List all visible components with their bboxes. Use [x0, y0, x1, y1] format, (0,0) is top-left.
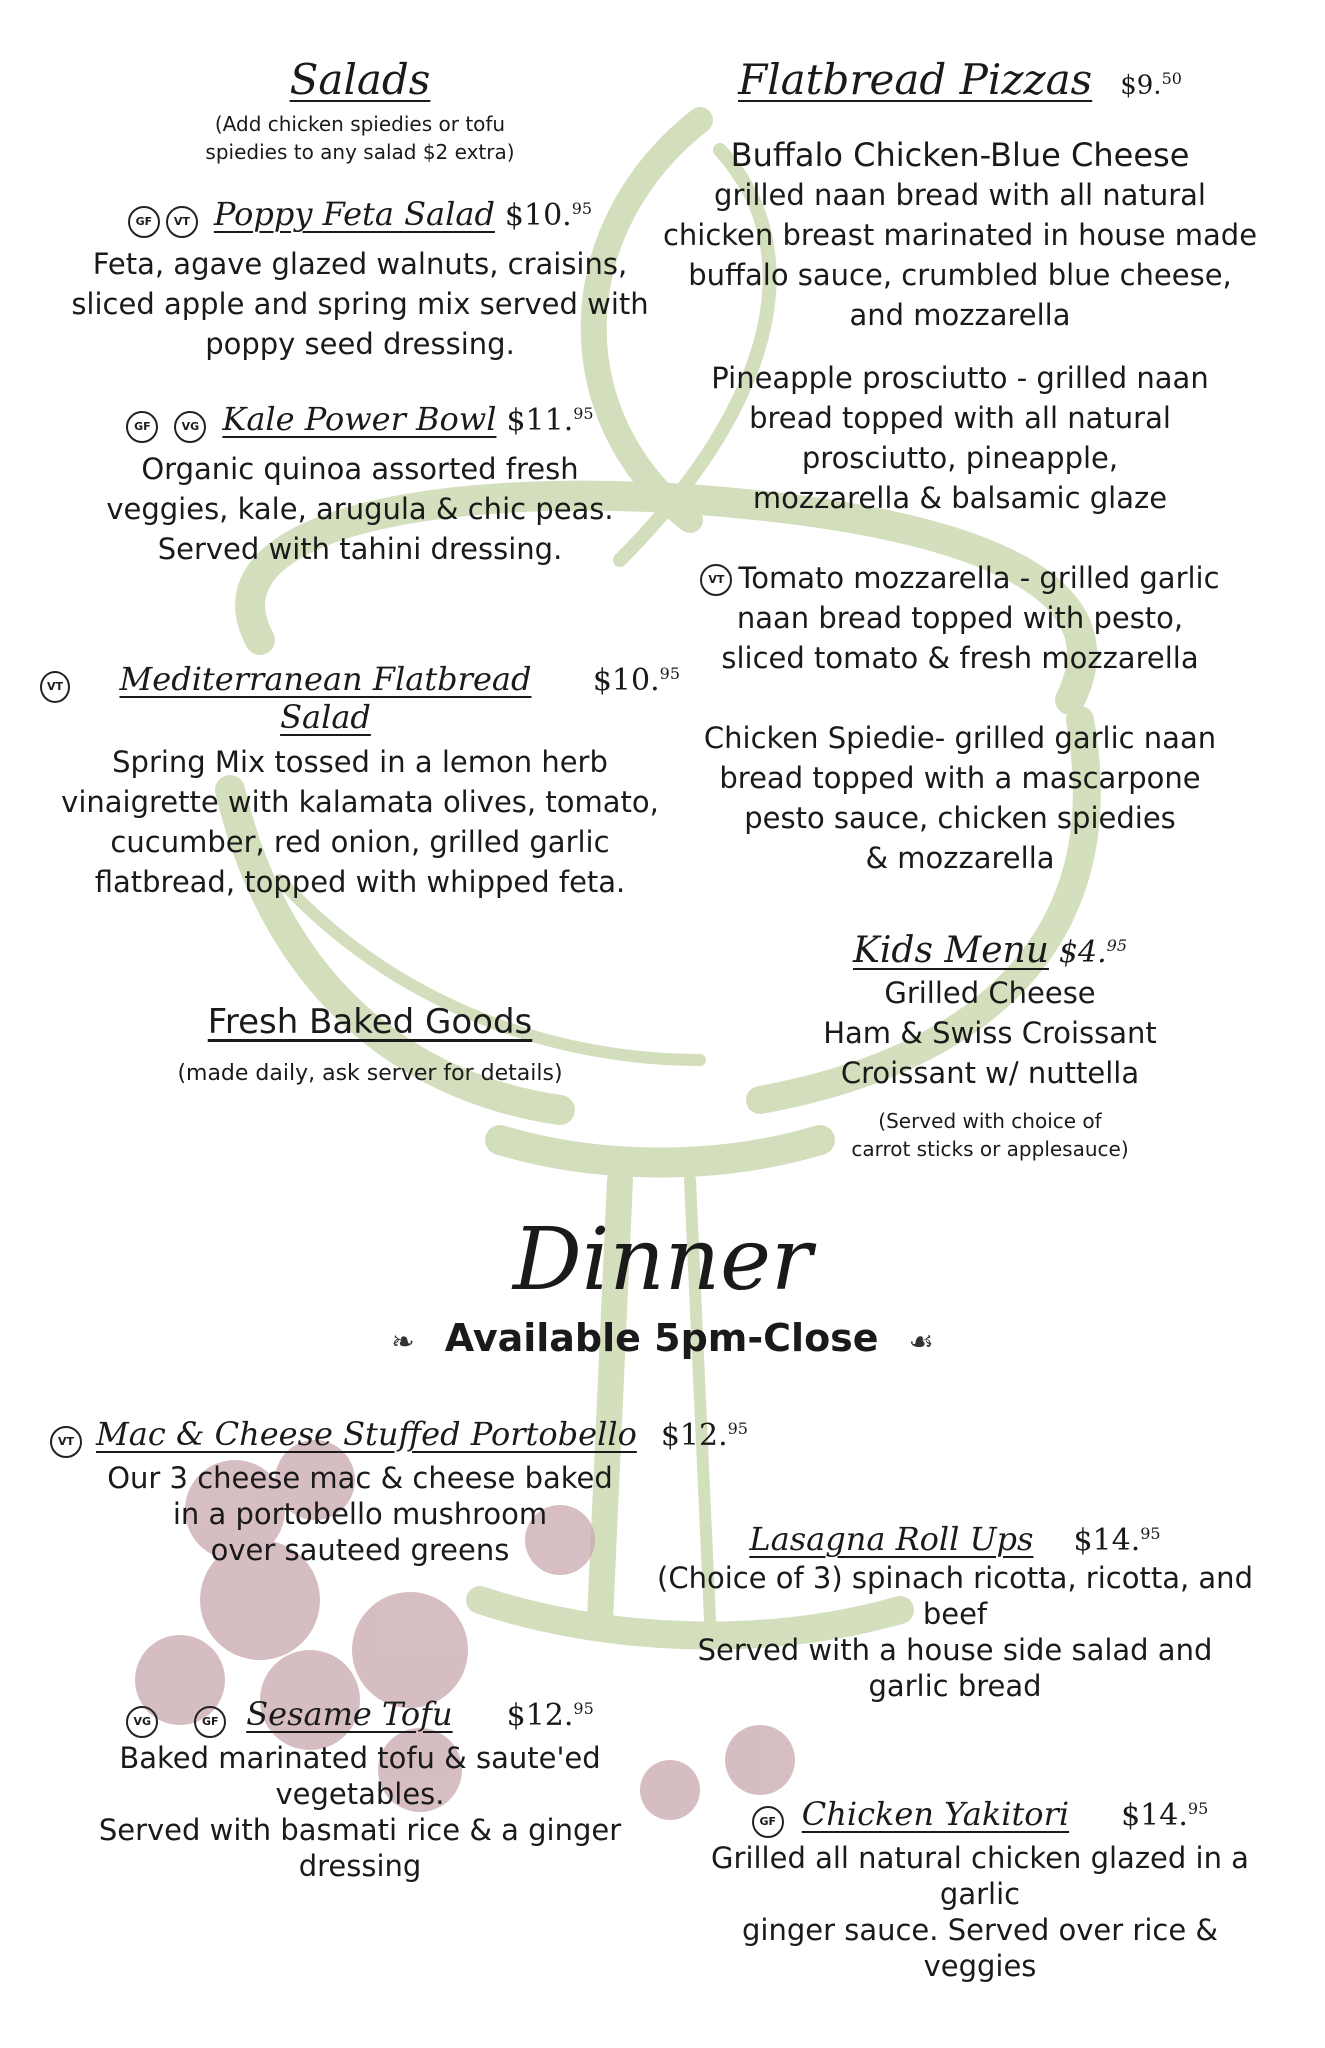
flatbread-section [660, 55, 1260, 104]
dinner-subheading: Available 5pm-Close [444, 1316, 879, 1360]
kids-menu-section [760, 930, 1220, 1163]
salads-note-line1: (Add chicken spiedies or tofu [214, 112, 506, 136]
item-description: Grilled all natural chicken glazed in a garlic ginger sauce. Served over rice & veggies [711, 1841, 1249, 1983]
vegetarian-badge-icon: VT [166, 206, 198, 238]
right-flourish-icon: ☙ [908, 1325, 934, 1358]
item-description: Baked marinated tofu & saute'ed vegetables. Served with basmati rice & a ginger dressing [98, 1741, 622, 1883]
item-name: Chicken Yakitori [801, 1795, 1070, 1833]
baked-goods-section [150, 1002, 590, 1088]
gluten-free-badge-icon: GF [194, 1706, 226, 1738]
gluten-free-badge-icon: GF [126, 411, 158, 443]
item-price: $14.95 [1073, 1523, 1161, 1558]
item-price: $12.95 [506, 1698, 594, 1733]
item-price: $10.95 [592, 663, 680, 698]
dinner-item-chicken-yakitori [690, 1795, 1270, 1984]
dinner-heading: Dinner [512, 1210, 813, 1310]
item-name: Mediterranean Flatbread Salad [119, 660, 532, 736]
salads-section [80, 55, 640, 166]
item-name: Buffalo Chicken-Blue Cheese [730, 136, 1190, 174]
vegetarian-badge-icon: VT [40, 671, 70, 703]
item-description: Our 3 cheese mac & cheese baked in a portobello mushroom over sauteed greens [107, 1461, 613, 1567]
menu-item-kale-power-bowl [60, 400, 660, 569]
baked-heading: Fresh Baked Goods [207, 1002, 533, 1042]
flatbread-item-buffalo: Buffalo Chicken-Blue Cheese grilled naan bread with all natural chicken breast marinated in house made buffalo sauce, crumbled blue cheese, and mozzarella [660, 135, 1260, 335]
salads-heading: Salads [289, 55, 431, 104]
dinner-item-lasagna-roll-ups [640, 1520, 1270, 1704]
kids-items: Grilled Cheese Ham & Swiss Croissant Croissant w/ nuttella [823, 976, 1157, 1090]
item-description: Spring Mix tossed in a lemon herb vinaigrette with kalamata olives, tomato, cucumber, red onion, grilled garlic flatbread, topped with whipped feta. [61, 745, 659, 899]
item-description: Organic quinoa assorted fresh veggies, kale, arugula & chic peas. Served with tahini dressing. [106, 452, 614, 566]
item-description: Feta, agave glazed walnuts, craisins, sliced apple and spring mix served with poppy seed dressing. [71, 247, 649, 361]
kids-note-line1: (Served with choice of [878, 1109, 1102, 1133]
menu-item-mediterranean-flatbread-salad [40, 660, 680, 902]
flatbread-item-tomato-mozzarella: VT Tomato mozzarella - grilled garlic naan bread topped with pesto, sliced tomato & fresh mozzarella [660, 558, 1260, 678]
gluten-free-badge-icon: GF [752, 1806, 784, 1838]
item-name: Lasagna Roll Ups [749, 1520, 1034, 1558]
item-name: Mac & Cheese Stuffed Portobello [96, 1415, 637, 1453]
salads-note-line2: spiedies to any salad $2 extra) [205, 140, 515, 164]
vegetarian-badge-icon: VT [700, 564, 732, 596]
item-price: $10.95 [504, 198, 593, 233]
item-name: Kale Power Bowl [222, 400, 497, 438]
kids-heading: Kids Menu [853, 930, 1049, 971]
kids-note-line2: carrot sticks or applesauce) [851, 1137, 1129, 1161]
baked-note: (made daily, ask server for details) [177, 1061, 563, 1086]
left-flourish-icon: ❧ [391, 1325, 415, 1358]
item-price: $11.95 [506, 403, 594, 438]
item-name: Poppy Feta Salad [213, 195, 495, 233]
kids-price: $4.95 [1058, 935, 1127, 970]
item-name: Sesame Tofu [246, 1695, 453, 1733]
dinner-header [300, 1210, 1025, 1360]
flatbread-price: $9.50 [1120, 69, 1182, 101]
dinner-item-sesame-tofu [60, 1695, 660, 1884]
flatbread-item-pineapple: Pineapple prosciutto - grilled naan bread topped with all natural prosciutto, pineapple, mozzarella & balsamic glaze [711, 361, 1209, 515]
menu-item-poppy-feta [60, 195, 660, 364]
item-price: $14.95 [1121, 1798, 1209, 1833]
flatbread-heading: Flatbread Pizzas [738, 55, 1093, 104]
flatbread-item-chicken-spiedie: Chicken Spiedie- grilled garlic naan bread topped with a mascarpone pesto sauce, chicken spiedies & mozzarella [703, 721, 1217, 875]
vegan-badge-icon: VG [174, 411, 206, 443]
item-price: $12.95 [660, 1418, 748, 1453]
vegan-badge-icon: VG [126, 1706, 158, 1738]
item-description: (Choice of 3) spinach ricotta, ricotta, and beef Served with a house side salad and garlic bread [657, 1561, 1253, 1703]
gluten-free-badge-icon: GF [128, 206, 160, 238]
vegetarian-badge-icon: VT [50, 1426, 82, 1458]
